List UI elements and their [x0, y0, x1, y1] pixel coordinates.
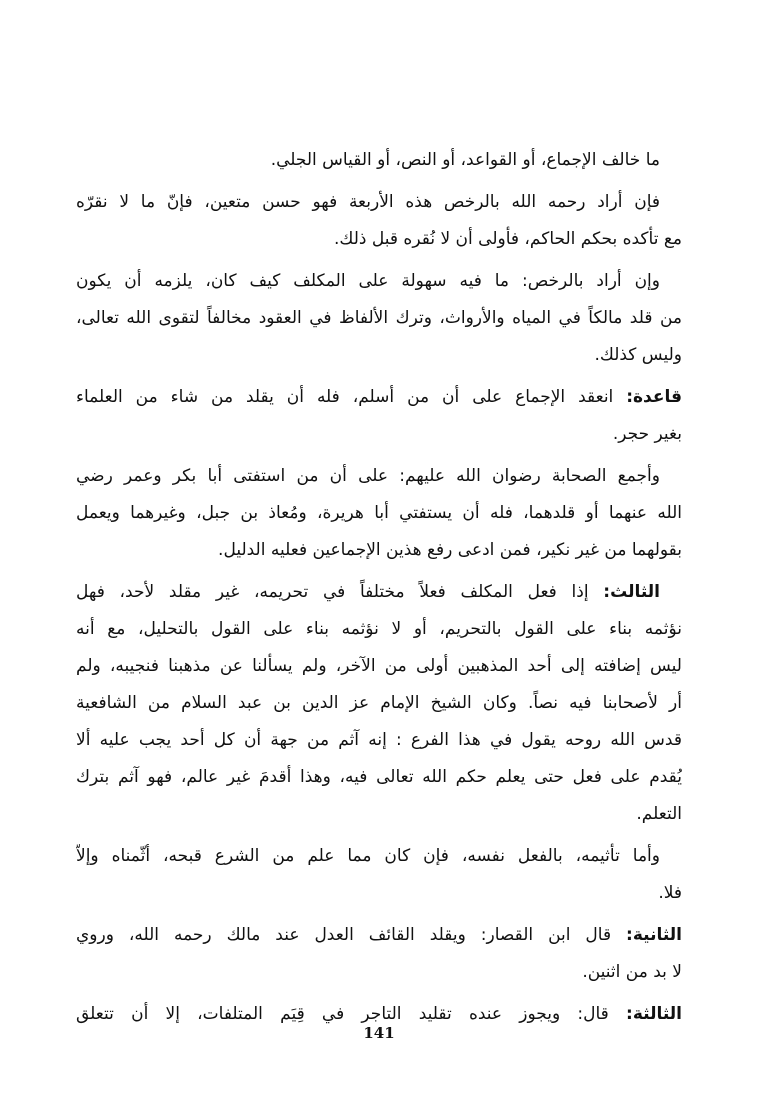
line-text: فلا.	[658, 883, 682, 903]
line-text: من قلد مالكاً في المياه والأرواث، وترك الألفاظ في العقود مخالفاً لتقوى الله تعالى،	[76, 308, 682, 328]
text-line	[76, 722, 682, 759]
text-line	[76, 458, 682, 495]
text-line	[76, 954, 682, 991]
paragraph	[76, 838, 682, 912]
paragraph	[76, 142, 682, 179]
line-text: ليس إضافته إلى أحد المذهبين أولى من الآخر، ولم يسألنا عن مذهبنا فنجيبه، ولم	[76, 656, 682, 676]
paragraph-heading: الثانية:	[626, 925, 682, 945]
line-text: وأما تأثيمه، بالفعل نفسه، فإن كان مما علم من الشرع قبحه، أثّمناه وإلاّ	[76, 846, 660, 866]
page-number: 141	[363, 1024, 395, 1042]
text-line	[76, 495, 682, 532]
paragraph	[76, 379, 682, 453]
text-line	[76, 221, 682, 258]
text-line	[76, 759, 682, 796]
text-line	[76, 532, 682, 569]
paragraph-heading: قاعدة:	[626, 387, 682, 407]
paragraph-heading: الثالثة:	[626, 1004, 682, 1024]
line-text: وأجمع الصحابة رضوان الله عليهم: على أن من استفتى أبا بكر وعمر رضي	[76, 466, 660, 486]
body-text	[76, 142, 682, 1038]
text-line	[76, 142, 682, 179]
paragraph	[76, 184, 682, 258]
paragraph	[76, 574, 682, 833]
text-line	[76, 300, 682, 337]
paragraph-heading: الثالث:	[603, 582, 661, 602]
line-text: وليس كذلك.	[594, 345, 682, 365]
text-line	[76, 379, 682, 416]
line-text: قال ابن القصار: ويقلد القائف العدل عند مالك رحمه الله، وروي	[76, 925, 612, 945]
line-text: لا بد من اثنين.	[582, 962, 682, 982]
text-line	[76, 184, 682, 221]
line-text: مع تأكده بحكم الحاكم، فأولى أن لا نُقره قبل ذلك.	[334, 229, 682, 249]
line-text: الله عنهما أو قلدهما، فله أن يستفتي أبا هريرة، ومُعاذ بن جبل، وغيرهما ويعمل	[76, 503, 682, 523]
text-line	[76, 838, 682, 875]
line-text: ما خالف الإجماع، أو القواعد، أو النص، أو القياس الجلي.	[270, 150, 660, 170]
line-text: انعقد الإجماع على أن من أسلم، فله أن يقلد من شاء من العلماء	[76, 387, 614, 407]
text-line	[76, 337, 682, 374]
line-text: قدس الله روحه يقول في هذا الفرع : إنه آثم من جهة أن كل أحد يجب عليه ألا	[76, 730, 682, 750]
text-line	[76, 796, 682, 833]
line-text: يُقدم على فعل حتى يعلم حكم الله تعالى فيه، وهذا أقدمَ غير عالم، فهو آثم بترك	[76, 767, 682, 787]
text-line	[76, 685, 682, 722]
text-line	[76, 574, 682, 611]
line-text: التعلم.	[636, 804, 682, 824]
line-text: وإن أراد بالرخص: ما فيه سهولة على المكلف كيف كان، يلزمه أن يكون	[76, 271, 660, 291]
line-text: بقولهما من غير نكير، فمن ادعى رفع هذين الإجماعين فعليه الدليل.	[218, 540, 682, 560]
paragraph	[76, 458, 682, 569]
text-line	[76, 263, 682, 300]
line-text: فإن أراد رحمه الله بالرخص هذه الأربعة فهو حسن متعين، فإنّ ما لا نقرّه	[76, 192, 660, 212]
line-text: إذا فعل المكلف فعلاً مختلفاً في تحريمه، غير مقلد لأحد، فهل	[76, 582, 589, 602]
text-line	[76, 416, 682, 453]
text-line	[76, 875, 682, 912]
line-text: أر لأصحابنا فيه نصاً. وكان الشيخ الإمام عز الدين بن عبد السلام من الشافعية	[76, 693, 682, 713]
line-text: نؤثمه بناء على القول بالتحريم، أو لا نؤثمه بناء على القول بالتحليل، مع أنه	[76, 619, 682, 639]
text-line	[76, 648, 682, 685]
line-text: بغير حجر.	[612, 424, 682, 444]
text-line	[76, 917, 682, 954]
text-line	[76, 611, 682, 648]
paragraph	[76, 917, 682, 991]
paragraph	[76, 263, 682, 374]
line-text: قال: ويجوز عنده تقليد التاجر في قِيَم المتلفات، إلا أن تتعلق	[76, 1004, 609, 1024]
